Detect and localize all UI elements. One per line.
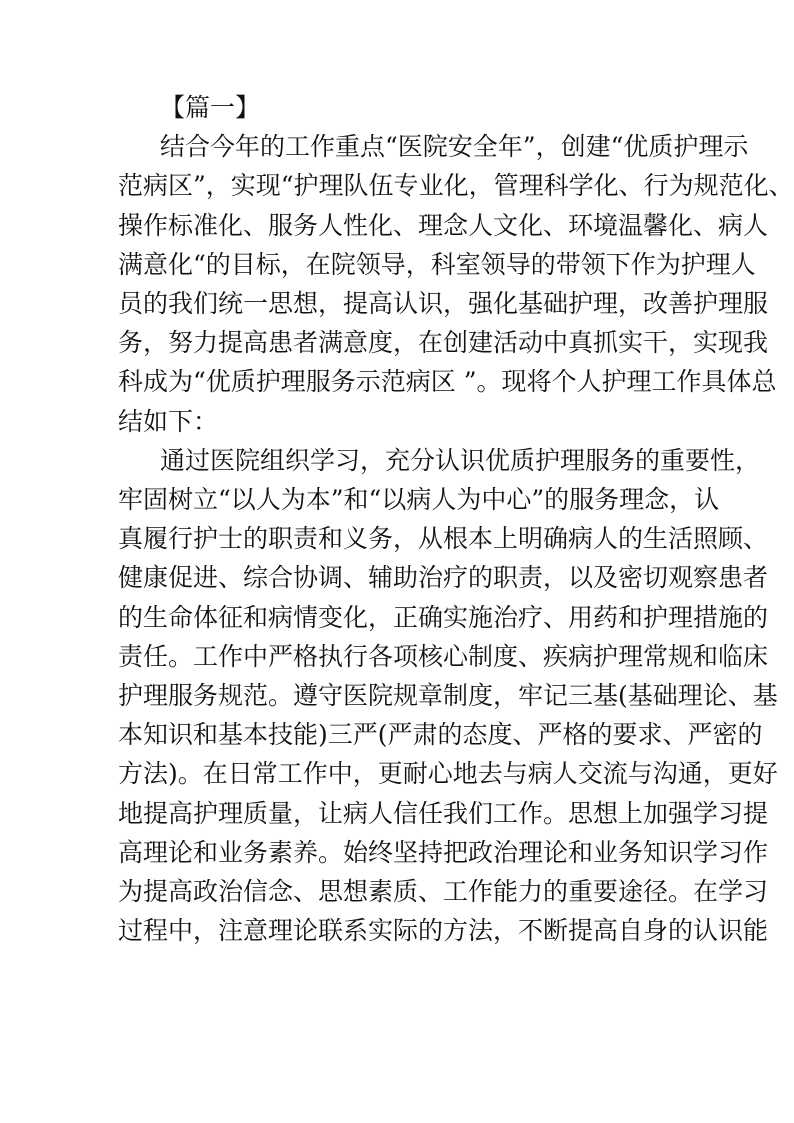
paragraph-2 (118, 441, 778, 951)
text-line: 结如下： (118, 406, 219, 436)
text-line: 务，努力提高患者满意度，在创建活动中真抓实干，实现我 (118, 328, 769, 358)
text-line: 本知识和基本技能)三严(严肃的态度、严格的要求、严密的 (118, 720, 763, 750)
text-line: 责任。工作中严格执行各项核心制度、疾病护理常规和临床 (118, 641, 769, 671)
text-line: 健康促进、综合协调、辅助治疗的职责，以及密切观察患者 (118, 563, 769, 593)
text-line: 科成为“优质护理服务示范病区 ”。现将个人护理工作具体总 (118, 367, 777, 397)
text-line: 操作标准化、服务人性化、理念人文化、环境温馨化、病人 (118, 210, 769, 240)
text-line: 方法)。在日常工作中，更耐心地去与病人交流与沟通，更好 (118, 759, 778, 789)
text-line: 结合今年的工作重点“医院安全年”，创建“优质护理示 (160, 132, 749, 162)
text-line: 护理服务规范。遵守医院规章制度，牢记三基(基础理论、基 (118, 681, 778, 711)
text-line: 员的我们统一思想，提高认识，强化基础护理，改善护理服 (118, 289, 769, 319)
text-line: 高理论和业务素养。始终坚持把政治理论和业务知识学习作 (118, 837, 769, 867)
text-line: 通过医院组织学习，充分认识优质护理服务的重要性， (160, 445, 761, 475)
text-line: 为提高政治信念、思想素质、工作能力的重要途径。在学习 (118, 877, 769, 907)
text-line: 满意化“的目标，在院领导，科室领导的带领下作为护理人 (118, 249, 756, 279)
text-line: 真履行护士的职责和义务，从根本上明确病人的生活照顾、 (118, 524, 769, 554)
text-line: 地提高护理质量，让病人信任我们工作。思想上加强学习提 (118, 798, 769, 828)
text-line: 范病区”，实现“护理队伍专业化，管理科学化、行为规范化、 (118, 171, 794, 201)
document-body (118, 88, 794, 950)
text-line: 的生命体征和病情变化，正确实施治疗、用药和护理措施的 (118, 602, 769, 632)
text-line: 牢固树立“以人为本”和“以病人为中心”的服务理念，认 (118, 485, 720, 515)
section-heading: 【篇一】 (160, 93, 261, 122)
text-line: 过程中，注意理论联系实际的方法，不断提高自身的认识能 (118, 916, 769, 946)
paragraph-1 (118, 127, 794, 441)
